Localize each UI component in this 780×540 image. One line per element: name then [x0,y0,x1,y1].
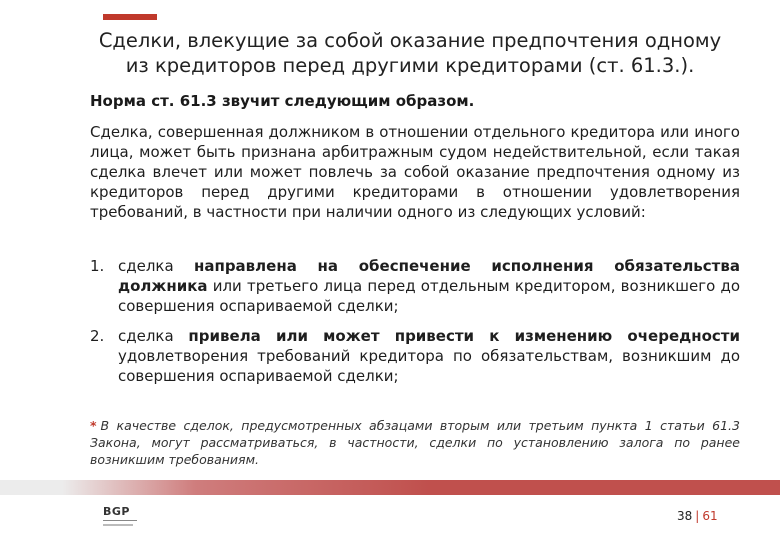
list-item-pre: сделка [118,327,189,345]
list-item-bold: привела или может привести к изменению очередности [188,327,740,345]
norm-heading: Норма ст. 61.3 звучит следующим образом. [90,92,475,110]
logo-subtitle-mark [103,524,133,526]
page-total: 61 [702,509,718,523]
logo-underline [103,520,137,521]
list-item-pre: сделка [118,257,194,275]
list-item-post: удовлетворения требований кредитора по обязательствам, возникшим до совершения оспариваемой сделки; [118,347,740,385]
list-item-text [118,256,740,316]
footnote [90,417,740,468]
company-logo [103,505,143,527]
footer-divider-gradient [0,480,780,495]
logo-text: BGP [103,505,130,518]
list-item-post: или третьего лица перед отдельным кредитором, возникшего до совершения оспариваемой сделки; [118,277,740,315]
list-item [90,256,740,316]
slide-title [60,28,760,78]
list-item-number: 1. [90,257,105,275]
title-line-2: из кредиторов перед другими кредиторами (ст. 61.3.). [125,54,695,77]
list-item-text [118,326,740,386]
footnote-asterisk: * [90,418,97,433]
list-item-number: 2. [90,327,105,345]
intro-paragraph: Сделка, совершенная должником в отношении отдельного кредитора или иного лица, может быть признана арбитражным судом недействительной, если такая сделка влечет или может повлечь за собой оказание предпочтения одному из кредиторов перед другими кредиторами в отношении удовлетворения требований, в частности при наличии одного из следующих условий: [90,123,740,221]
list-item-bold: направлена на обеспечение исполнения обязательства должника [118,257,740,295]
page-current: 38 [677,509,693,523]
footnote-text: В качестве сделок, предусмотренных абзацами вторым или третьим пункта 1 статьи 61.3 Закона, могут рассматриваться, в частности, сделки по установлению залога по ранее возникшим требованиям. [90,418,740,467]
list-item [90,326,740,386]
title-line-1: Сделки, влекущие за собой оказание предпочтения одному [98,29,722,52]
accent-bar [103,14,157,20]
page-number [677,509,718,523]
page-separator: | [695,509,700,523]
